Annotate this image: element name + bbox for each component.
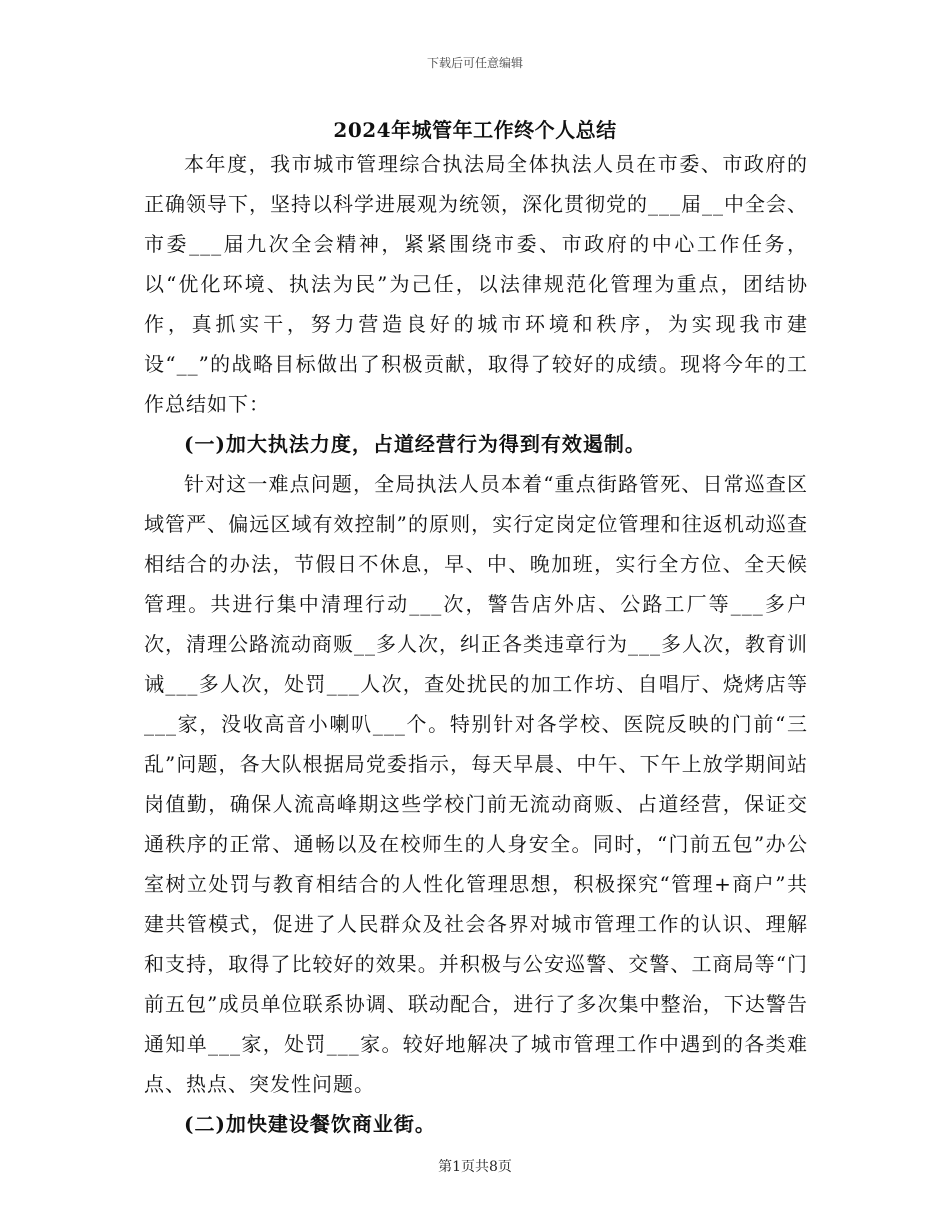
page-footer: 第1页共8页 bbox=[438, 1159, 512, 1175]
document-body bbox=[144, 144, 808, 1144]
document-title: 2024年城管年工作终个人总结 bbox=[333, 118, 617, 142]
intro-paragraph: 本年度，我市城市管理综合执法局全体执法人员在市委、市政府的正确领导下，坚持以科学进展观为统领，深化贯彻党的___届__中全会、市委___届九次全会精神，紧紧围绕市委、市政府的中心工作任务，以“优化环境、执法为民”为己任，以法律规范化管理为重点，团结协作，真抓实干，努力营造良好的城市环境和秩序，为实现我市建设“__”的战略目标做出了积极贡献，取得了较好的成绩。现将今年的工作总结如下： bbox=[144, 152, 808, 416]
section-heading-1: (一)加大执法力度，占道经营行为得到有效遏制。 bbox=[184, 432, 646, 456]
section-heading-2: (二)加快建设餐饮商业街。 bbox=[184, 1112, 436, 1136]
section-1-paragraph: 针对这一难点问题，全局执法人员本着“重点街路管死、日常巡查区域管严、偏远区域有效控制”的原则，实行定岗定位管理和往返机动巡查相结合的办法，节假日不休息，早、中、晚加班，实行全方位、全天候管理。共进行集中清理行动___次，警告店外店、公路工厂等___多户次，清理公路流动商贩__多人次，纠正各类违章行为___多人次，教育训诫___多人次，处罚___人次，查处扰民的加工作坊、自唱厅、烧烤店等___家，没收高音小喇叭___个。特别针对各学校、医院反映的门前“三乱”问题，各大队根据局党委指示，每天早晨、中午、下午上放学期间站岗值勤，确保人流高峰期这些学校门前无流动商贩、占道经营，保证交通秩序的正常、通畅以及在校师生的人身安全。同时，“门前五包”办公室树立处罚与教育相结合的人性化管理思想，积极探究“管理+商户”共建共管模式，促进了人民群众及社会各界对城市管理工作的认识、理解和支持，取得了比较好的效果。并积极与公安巡警、交警、工商局等“门前五包”成员单位联系协调、联动配合，进行了多次集中整治，下达警告通知单___家，处罚___家。较好地解决了城市管理工作中遇到的各类难点、热点、突发性问题。 bbox=[144, 472, 808, 1096]
page-header: 下载后可任意编辑 bbox=[426, 56, 523, 70]
